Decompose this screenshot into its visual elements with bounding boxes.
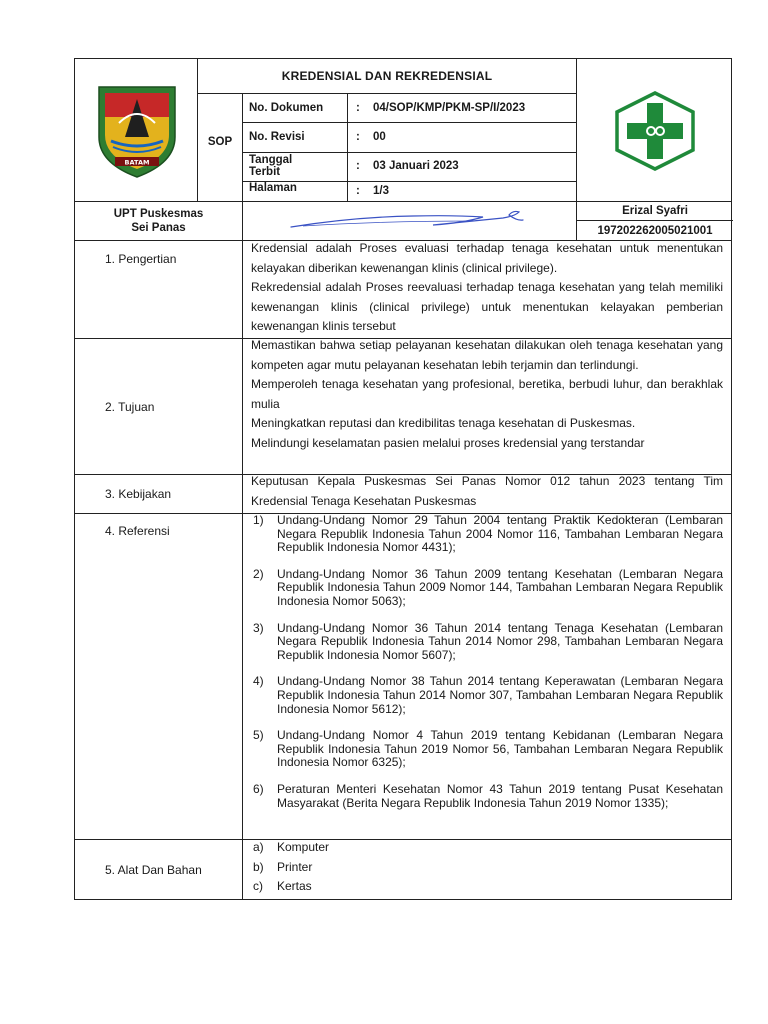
- paragraph: Kredensial adalah Proses evaluasi terhadap tenaga kesehatan untuk menentukan kelayakan diberikan kewenangan klinis (clinical privilege).: [251, 241, 723, 275]
- reference-number: 4): [253, 674, 264, 689]
- section-body: [251, 838, 723, 897]
- reference-text: Undang-Undang Nomor 36 Tahun 2009 tentang Kesehatan (Lembaran Negara Republik Indonesia Tahun 2009 Nomor 144, Tambahan Lembaran Negara Republik Indonesia Nomor 5063);: [277, 566, 723, 608]
- batam-crest-logo-cell: [74, 58, 198, 202]
- reference-text: Undang-Undang Nomor 38 Tahun 2014 tentang Keperawatan (Lembaran Negara Republik Indonesia Tahun 2014 Nomor 307, Tambahan Lembaran Negara Republik Indonesia Nomor 5612);: [277, 674, 723, 716]
- reference-item: [251, 514, 723, 555]
- section-alat-bahan: [74, 839, 732, 900]
- meta-row-no-revisi: [242, 122, 577, 153]
- organization-cell: [75, 201, 243, 241]
- meta-colon: :: [356, 102, 360, 114]
- meta-label: Tanggal Terbit: [249, 154, 293, 178]
- meta-colon: :: [356, 131, 360, 143]
- meta-row-halaman: [242, 181, 577, 202]
- meta-colon: :: [356, 185, 360, 197]
- paragraph: Memperoleh tenaga kesehatan yang profesional, beretika, berbudi luhur, dan berakhlak mulia: [251, 377, 723, 411]
- sop-label: SOP: [207, 136, 233, 148]
- puskesmas-logo-cell: [576, 58, 732, 202]
- organization-location: Sei Panas: [131, 222, 186, 234]
- sop-label-cell: [197, 93, 243, 202]
- meta-label: No. Revisi: [249, 131, 305, 143]
- handwritten-signature: [243, 201, 577, 241]
- reference-text: Undang-Undang Nomor 29 Tahun 2004 tentang Praktik Kedokteran (Lembaran Negara Republik Indonesia Tahun 2004 Nomor 116, Tambahan Lembaran Negara Republik Indonesia Nomor 4431);: [277, 513, 723, 555]
- tool-item: [251, 877, 723, 897]
- paragraph: Memastikan bahwa setiap pelayanan kesehatan dilakukan oleh tenaga kesehatan yang kompeten agar mutu pelayanan kesehatan lebih terjamin dan terlindungi.: [251, 338, 723, 372]
- paragraph: Meningkatkan reputasi dan kredibilitas tenaga kesehatan di Puskesmas.: [251, 416, 636, 431]
- paragraph: Melindungi keselamatan pasien melalui proses kredensial yang terstandar: [251, 435, 645, 450]
- signature-row: [74, 201, 732, 241]
- meta-label: No. Dokumen: [249, 102, 324, 114]
- document-title: KREDENSIAL DAN REKREDENSIAL: [281, 69, 493, 83]
- document-title-cell: [197, 58, 577, 94]
- paragraph: Keputusan Kepala Puskesmas Sei Panas Nomor 012 tahun 2023 tentang Tim Kredensial Tenaga Kesehatan Puskesmas: [251, 474, 723, 508]
- reference-number: 2): [253, 566, 264, 581]
- section-label: 5. Alat Dan Bahan: [105, 863, 202, 877]
- tool-text: Komputer: [277, 840, 330, 854]
- crest-logo-text: BATAM: [124, 158, 150, 167]
- section-label-cell: [75, 474, 243, 513]
- organization-name: UPT Puskesmas: [113, 208, 204, 220]
- puskesmas-logo-icon: [577, 59, 733, 203]
- reference-item: [251, 675, 723, 716]
- reference-item: [251, 568, 723, 609]
- signature-cell: [243, 201, 577, 241]
- tool-item: [251, 838, 723, 858]
- section-label-cell: [75, 240, 243, 338]
- section-label-cell: [75, 338, 243, 474]
- meta-value: 03 Januari 2023: [373, 160, 459, 172]
- reference-number: 3): [253, 620, 264, 635]
- section-label: 3. Kebijakan: [105, 487, 172, 501]
- section-label-cell: [75, 513, 243, 839]
- tool-number: a): [253, 840, 264, 854]
- tool-number: c): [253, 879, 263, 893]
- tool-text: Kertas: [277, 879, 312, 893]
- reference-item: [251, 622, 723, 663]
- tool-text: Printer: [277, 859, 313, 874]
- section-kebijakan: [74, 474, 732, 514]
- reference-list: [251, 514, 723, 810]
- section-label: 1. Pengertian: [105, 252, 177, 266]
- section-tujuan: [74, 338, 732, 475]
- reference-number: 5): [253, 728, 264, 743]
- section-label: 4. Referensi: [105, 524, 170, 538]
- reference-text: Peraturan Menteri Kesehatan Nomor 43 Tahun 2019 tentang Pusat Kesehatan Masyarakat (Berita Negara Republik Indonesia Tahun 2019 Nomor 1335);: [277, 781, 723, 810]
- reference-text: Undang-Undang Nomor 4 Tahun 2019 tentang Kebidanan (Lembaran Negara Republik Indonesia Tahun 2019 Nomor 56, Tambahan Lembaran Negara Republik Indonesia Nomor 6325);: [277, 728, 723, 770]
- paragraph: Rekredensial adalah Proses reevaluasi terhadap tenaga kesehatan yang telah memiliki kewenangan klinis (clinical privilege) untuk menentukan kelayakan pemberian kewenangan klinis tersebut: [251, 280, 723, 334]
- meta-value: 1/3: [373, 185, 389, 197]
- reference-number: 1): [253, 513, 264, 527]
- section-pengertian: [74, 240, 732, 339]
- signatory-nip: 197202262005021001: [597, 225, 713, 237]
- meta-colon: :: [356, 160, 360, 172]
- tool-number: b): [253, 859, 264, 874]
- reference-item: [251, 729, 723, 770]
- signatory-name: Erizal Syafri: [577, 201, 733, 221]
- meta-row-no-dokumen: [242, 93, 577, 123]
- section-body: [251, 514, 723, 823]
- meta-value: 00: [373, 131, 386, 143]
- section-referensi: [74, 513, 732, 840]
- section-label-cell: [75, 839, 243, 899]
- tool-item: [251, 858, 723, 878]
- reference-text: Undang-Undang Nomor 36 Tahun 2014 tentang Tenaga Kesehatan (Lembaran Negara Republik Indonesia Tahun 2014 Nomor 298, Tambahan Lembaran Negara Republik Indonesia Nomor 5607);: [277, 620, 723, 662]
- meta-value: 04/SOP/KMP/PKM-SP/I/2023: [373, 102, 526, 114]
- reference-item: [251, 783, 723, 810]
- meta-row-tanggal-terbit: [242, 152, 577, 182]
- section-label: 2. Tujuan: [105, 400, 155, 414]
- reference-number: 6): [253, 781, 264, 796]
- batam-crest-icon: [75, 59, 199, 203]
- section-body: [251, 336, 723, 454]
- section-body: [251, 239, 723, 337]
- meta-label: Halaman: [249, 182, 297, 194]
- section-body: [251, 472, 723, 511]
